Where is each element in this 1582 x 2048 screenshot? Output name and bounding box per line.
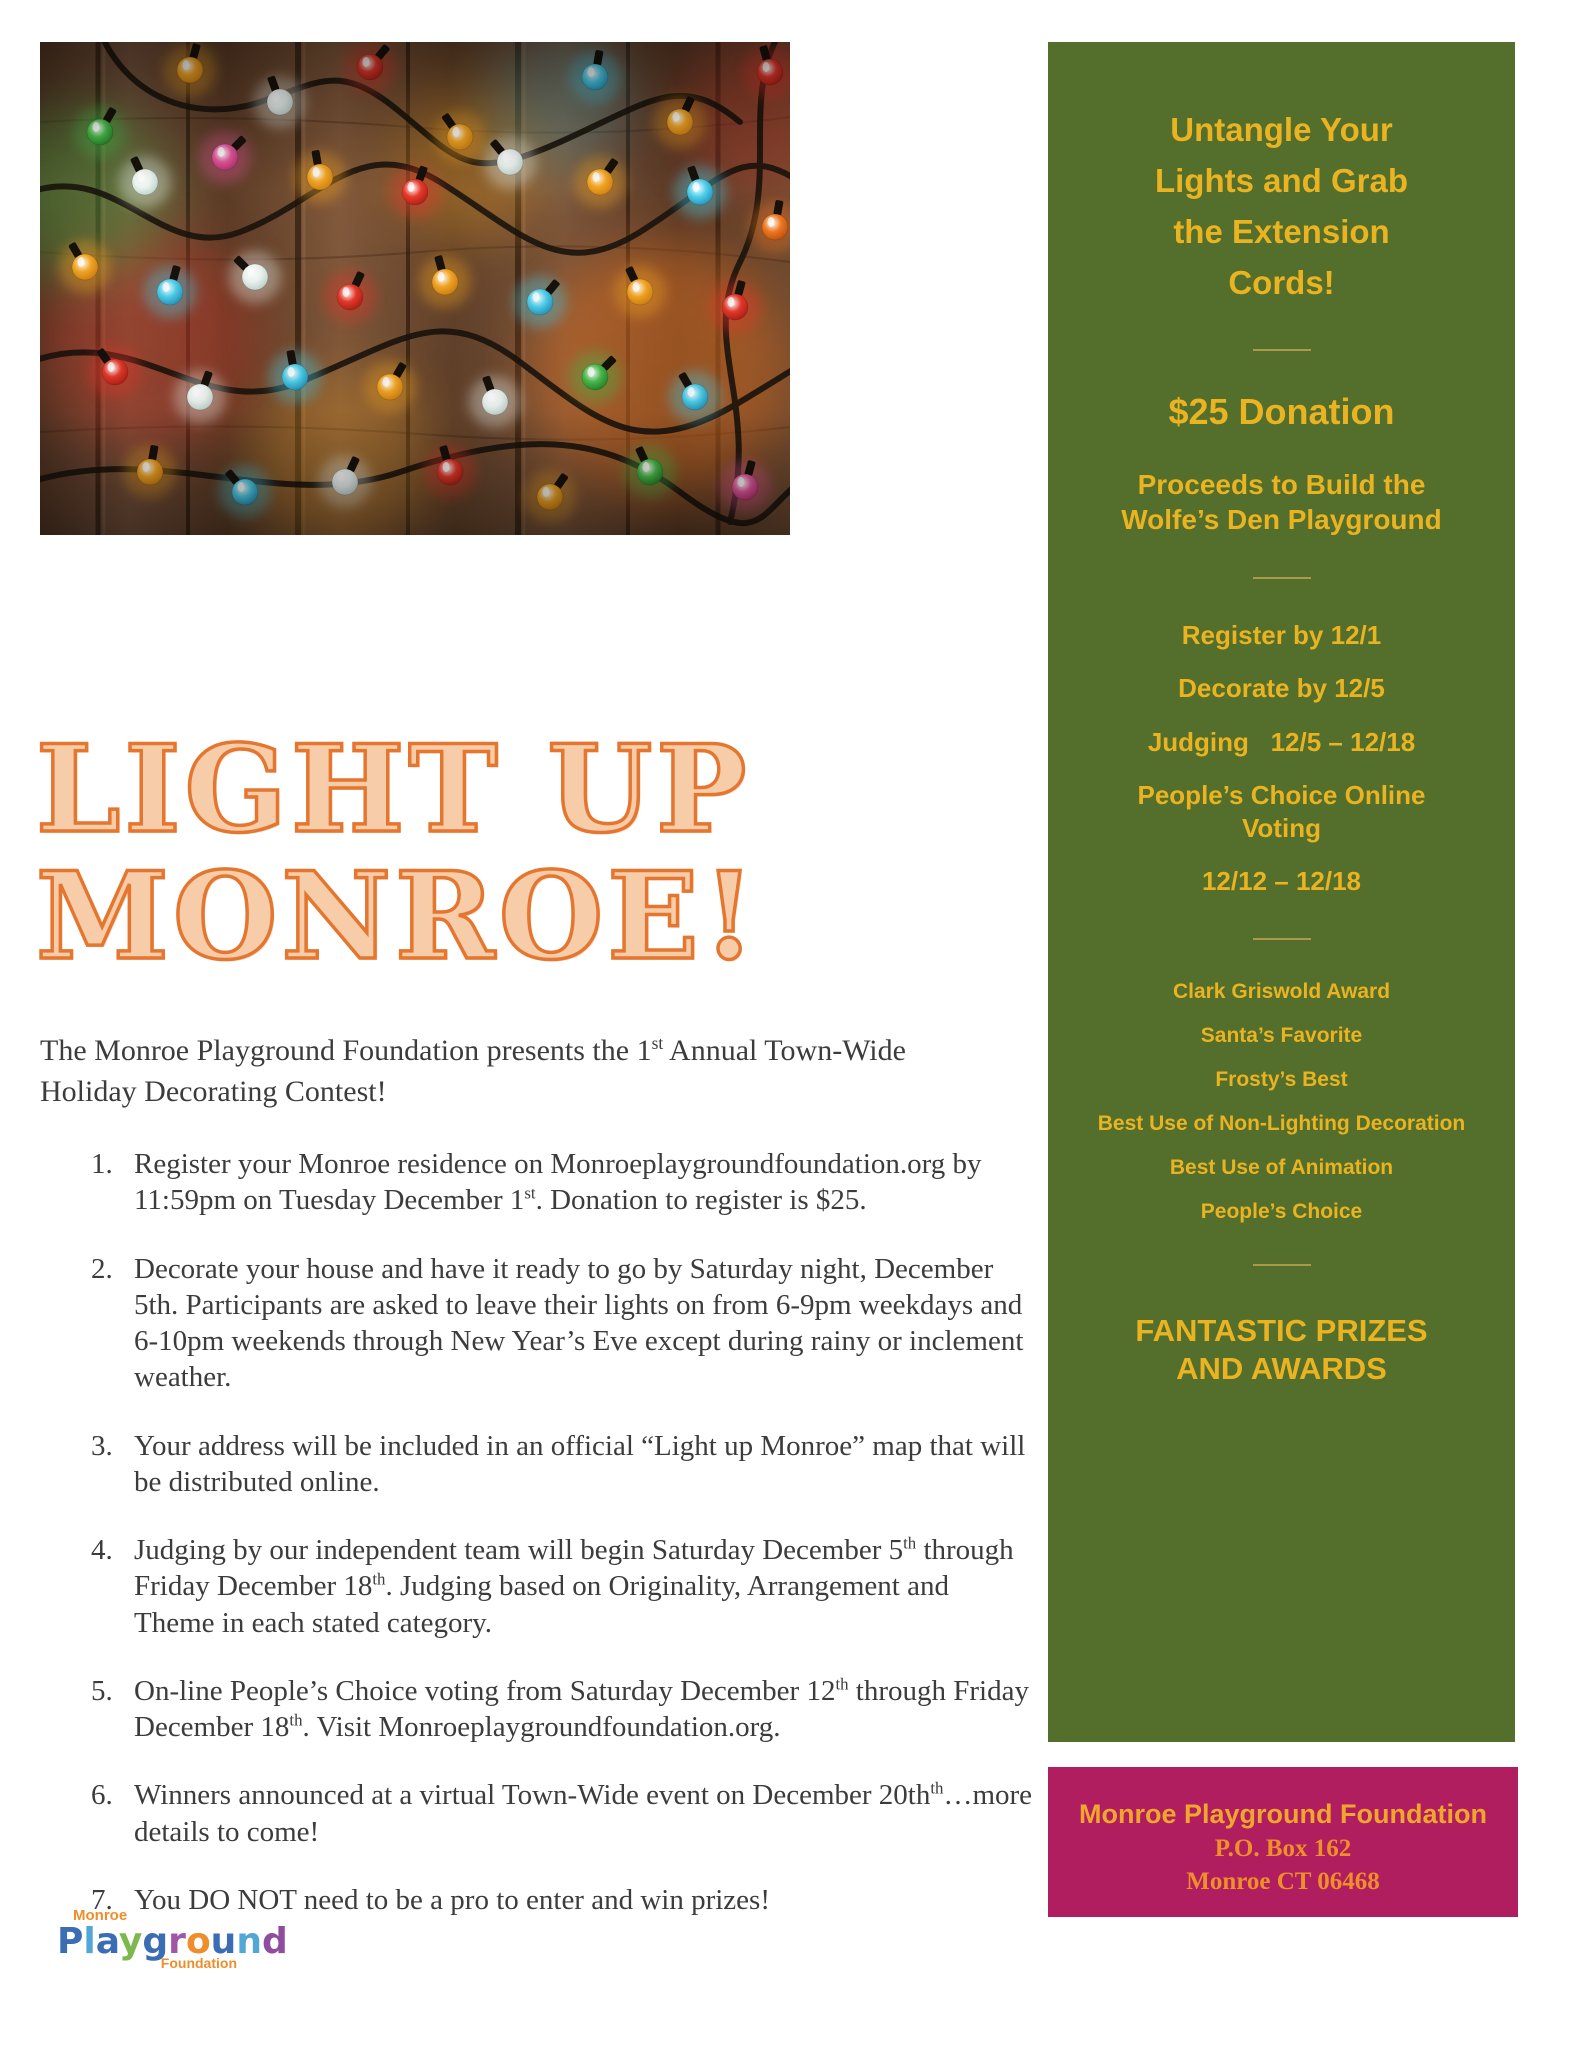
rules-list	[42, 1146, 1100, 1950]
list-item: 5. On-line People’s Choice voting from Saturday December 12th through Friday December 18th. Visit Monroeplaygroundfoundation.org.	[120, 1673, 1034, 1746]
schedule-line: Decorate by 12/5	[1178, 673, 1385, 704]
award-category: Best Use of Non-Lighting Decoration	[1097, 1111, 1466, 1135]
schedule-line: Register by 12/1	[1181, 619, 1382, 650]
award-category: Best Use of Animation	[1169, 1155, 1394, 1179]
logo-playground-text: Playground	[57, 1921, 288, 1962]
proceeds-text: Proceeds to Build the Wolfe’s Den Playground	[1121, 468, 1442, 535]
awards-section	[1048, 980, 1515, 1224]
schedule-section	[1048, 619, 1515, 898]
divider	[1253, 1264, 1311, 1266]
logo-monroe-text: Monroe	[73, 1907, 128, 1924]
contact-address-line: Monroe CT 06468	[1186, 1868, 1380, 1895]
logo-foundation-text: Foundation	[160, 1955, 237, 1971]
christmas-lights-photo	[40, 42, 790, 535]
contact-box	[1048, 1767, 1518, 1917]
page-title	[36, 719, 1036, 988]
sidebar	[1048, 42, 1515, 1742]
award-category: Santa’s Favorite	[1200, 1023, 1363, 1047]
award-category: Clark Griswold Award	[1172, 979, 1391, 1003]
divider	[1253, 349, 1311, 351]
divider	[1253, 938, 1311, 940]
list-item: 1. Register your Monroe residence on Monroeplaygroundfoundation.org by 11:59pm on Tuesday December 1st. Donation to register is $25.	[120, 1146, 1034, 1219]
donation-amount: $25 Donation	[1168, 390, 1395, 432]
contact-address-line: P.O. Box 162	[1214, 1835, 1352, 1862]
schedule-line: 12/12 – 12/18	[1201, 866, 1362, 897]
list-item: 7. You DO NOT need to be a pro to enter and win prizes!	[120, 1882, 1034, 1918]
award-category: Frosty’s Best	[1215, 1067, 1348, 1091]
schedule-line: People’s Choice Online Voting	[1137, 780, 1426, 843]
contact-org: Monroe Playground Foundation	[1079, 1799, 1487, 1829]
prizes-text: FANTASTIC PRIZES AND AWARDS	[1135, 1312, 1428, 1387]
award-category: People’s Choice	[1200, 1199, 1363, 1223]
sidebar-heading: Untangle Your Lights and Grab the Extension Cords!	[1154, 111, 1408, 302]
divider	[1253, 577, 1311, 579]
title-line-1: LIGHT UP	[36, 719, 751, 860]
list-item: 6. Winners announced at a virtual Town-Wide event on December $20th^{th}\dots more$ details to come!	[120, 1777, 1034, 1850]
title-line-2: MONROE!	[36, 846, 760, 988]
foundation-logo	[57, 1907, 288, 1971]
list-item: 4. Judging by our independent team will begin Saturday December 5th through Friday December 18th. Judging based on Originality, Arrangement and Theme in each stated category.	[120, 1532, 1034, 1641]
list-item: 2. Decorate your house and have it ready to go by Saturday night, December 5th. Participants are asked to leave their lights on from 6-9pm weekdays and 6-10pm weekends through New Year’s Eve except during rainy or inclement weather.	[120, 1251, 1034, 1396]
schedule-line: Judging 12/5 – 12/18	[1147, 726, 1416, 757]
list-item: 3. Your address will be included in an official “Light up Monroe” map that will be distributed online.	[120, 1428, 1034, 1501]
intro-text: The Monroe Playground Foundation presents the 1st Annual Town-Wide Holiday Decorating Contest!	[40, 1033, 906, 1109]
